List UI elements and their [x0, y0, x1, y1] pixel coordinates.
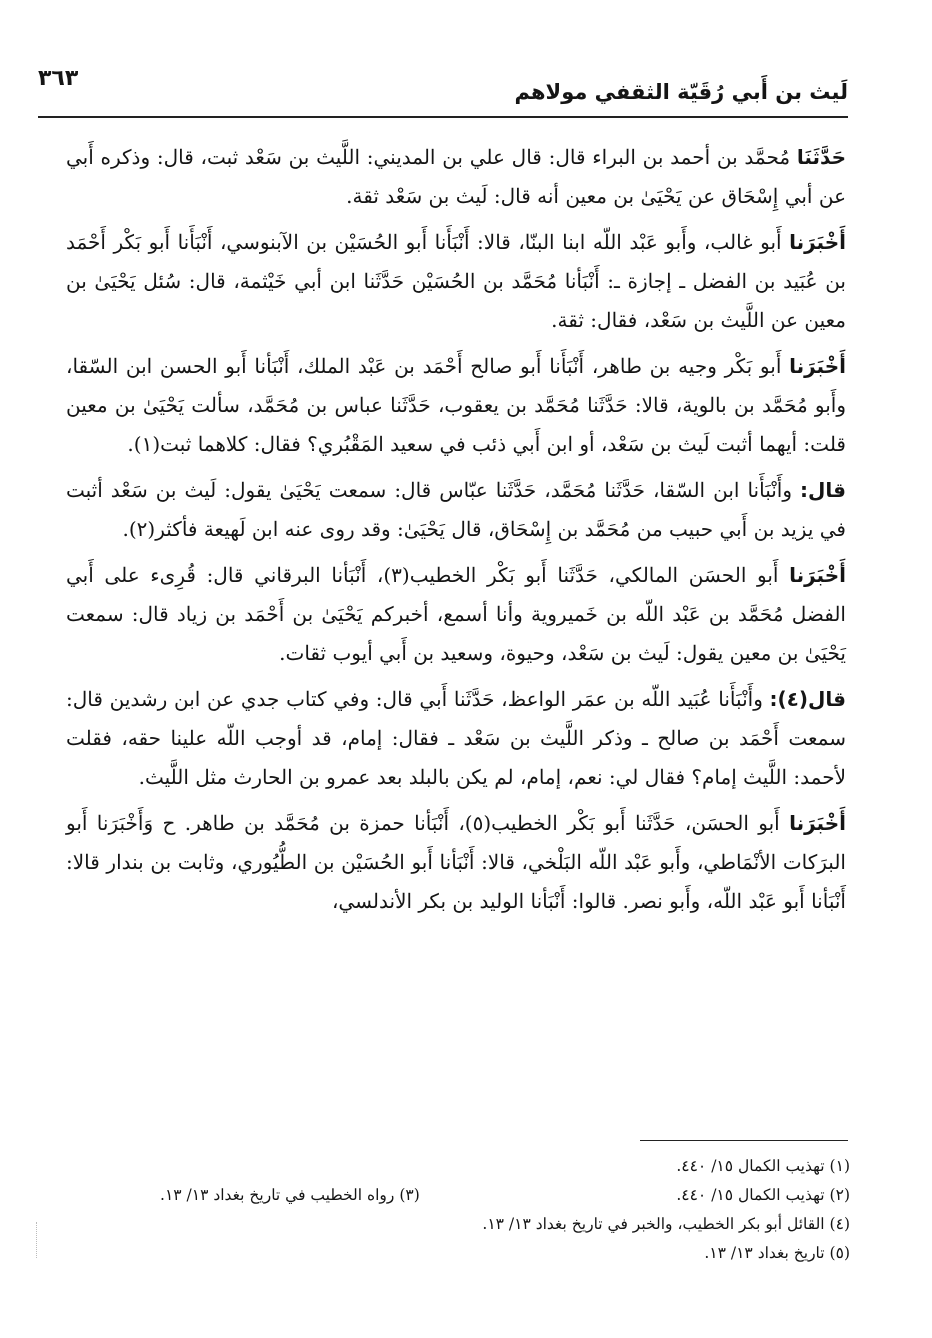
- footnote-number: (١): [829, 1157, 850, 1175]
- paragraph-lead: قال:: [800, 478, 846, 502]
- footnote-inline: [160, 1181, 420, 1210]
- paragraph-lead: أَخْبَرَنا: [789, 563, 846, 587]
- paragraph-lead: قال(٤):: [769, 687, 846, 711]
- running-title: لَيث بن أَبي رُقَيّة الثقفي مولاهم: [514, 80, 848, 104]
- paragraph: [66, 471, 846, 549]
- footnote: [160, 1152, 850, 1181]
- paragraph-text: أَبو الحسَن، حَدَّثَنا أَبو بَكْر الخطيب(٥)، أَنْبَأنا حمزة بن مُحَمَّد بن طاهر. ح وَأَخْبَرَنا أَبو البرَكات الأنْمَاطي، وأَبو عَبْد اللّه البَلْخي، قالا: أَنْبَأنا أَبو الحُسَيْن بن الطُّيُوري، وثابت بن بندار قالا: أَنْبَأنا أَبو عَبْد اللّه، وأَبو نصر. قالوا: أَنْبَأنا الوليد بن بكر الأندلسي،: [66, 811, 846, 913]
- footnote: [160, 1239, 850, 1268]
- paragraph-lead: أَخْبَرَنا: [789, 811, 846, 835]
- paragraph-text: أَبو بَكْر وجيه بن طاهر، أَنْبَأَنا أَبو صالح أَحْمَد بن عَبْد الملك، أَنْبَأنا أَبو الحسن ابن السّقا، وأَبو مُحَمَّد بن بالوية، قالا: حَدَّثَنا مُحَمَّد بن يعقوب، حَدَّثَنا عباس بن مُحَمَّد، سألت يَحْيَىٰ بن معين قلت: أيهما أثبت لَيث بن سَعْد، أو ابن أَبي ذئب في سعيد المَقْبُري؟ فقال: كلاهما ثبت(١).: [66, 354, 846, 456]
- footnote-number: (٤): [829, 1215, 850, 1233]
- body-text: [66, 138, 846, 928]
- paragraph: [66, 804, 846, 921]
- page-header: [38, 62, 848, 112]
- paragraph: [66, 347, 846, 464]
- header-rule: [38, 116, 848, 118]
- paragraph-text: مُحمَّد بن أحمد بن البراء قال: قال علي بن المديني: اللَّيث بن سَعْد ثبت، قال: وذكره أَبي عن أبي إِسْحَاق عن يَحْيَىٰ بن معين أنه قال: لَيث بن سَعْد ثقة.: [66, 145, 846, 208]
- footnote-number: (٢): [829, 1186, 850, 1204]
- footnote-text: القائل أبو بكر الخطيب، والخبر في تاريخ بغداد ١٣/ ١٣.: [482, 1215, 825, 1233]
- paragraph: [66, 556, 846, 673]
- footnote-rule: [640, 1140, 848, 1141]
- paragraph-lead: أَخْبَرَنا: [789, 230, 846, 254]
- paragraph: [66, 223, 846, 340]
- scan-margin-mark: [36, 1222, 37, 1258]
- footnote-text: تاريخ بغداد ١٣/ ١٣.: [704, 1244, 825, 1262]
- paragraph: [66, 138, 846, 216]
- paragraph-text: أَبو الحسَن المالكي، حَدَّثَنا أَبو بَكْر الخطيب(٣)، أَنْبَأنا البرقاني قال: قُرِىء على أَبي الفضل مُحَمَّد بن عَبْد اللّه بن خَميروية وأنا أسمع، أخبركم يَحْيَىٰ بن أَحْمَد بن زياد قال: سمعت يَحْيَىٰ بن معين يقول: لَيث بن سَعْد، وحيوة، وسعيد بن أَبي أيوب ثقات.: [66, 563, 846, 665]
- footnote-number: (٣): [399, 1186, 420, 1204]
- footnotes: [160, 1152, 850, 1268]
- page-number: ٣٦٣: [38, 66, 79, 91]
- paragraph-lead: حَدَّثَنَا: [796, 145, 846, 169]
- footnote-number: (٥): [829, 1244, 850, 1262]
- paragraph: [66, 680, 846, 797]
- footnote: [160, 1210, 850, 1239]
- paragraph-lead: أَخْبَرَنا: [789, 354, 846, 378]
- paragraph-text: وأَنْبَأَنا عُبَيد اللّه بن عمَر الواعظ، حَدَّثَنا أَبي قال: وفي كتاب جدي عن ابن رشدين قال: سمعت أَحْمَد بن صالح ـ وذكر اللَّيث بن سَعْد ـ فقال: إمام، قد أوجب اللّه علينا حقه، فقلت لأحمد: اللَّيث إمام؟ فقال لي: نعم، إمام، لم يكن بالبلد بعد عمرو بن الحارث مثل اللَّيث.: [66, 687, 846, 789]
- paragraph-text: وأَنْبَأَنا ابن السّقا، حَدَّثَنا مُحَمَّد، حَدَّثَنا عبّاس قال: سمعت يَحْيَىٰ يقول: لَيث بن سَعْد أثبت في يزيد بن أَبي حبيب من مُحَمَّد بن إِسْحَاق، قال يَحْيَىٰ: وقد روى عنه ابن لَهيعة فأكثر(٢).: [66, 478, 846, 541]
- footnote-text: تهذيب الكمال ١٥/ ٤٤٠.: [676, 1157, 825, 1175]
- footnote-text: رواه الخطيب في تاريخ بغداد ١٣/ ١٣.: [160, 1186, 395, 1204]
- footnote: [160, 1181, 850, 1210]
- footnote-text: تهذيب الكمال ١٥/ ٤٤٠.: [676, 1186, 825, 1204]
- paragraph-text: أَبو غالب، وأَبو عَبْد اللّه ابنا البنّا، قالا: أَنْبَأَنا أَبو الحُسَيْن بن الآبنوسي، أَنْبَأَنا أَبو بَكْر أَحْمَد بن عُبَيد بن الفضل ـ إجازة ـ: أَنْبَأنا مُحَمَّد بن الحُسَيْن حَدَّثَنا ابن أبي خَيْثمة، قال: سُئل يَحْيَىٰ بن معين عن اللَّيث بن سَعْد، فقال: ثقة.: [66, 230, 846, 332]
